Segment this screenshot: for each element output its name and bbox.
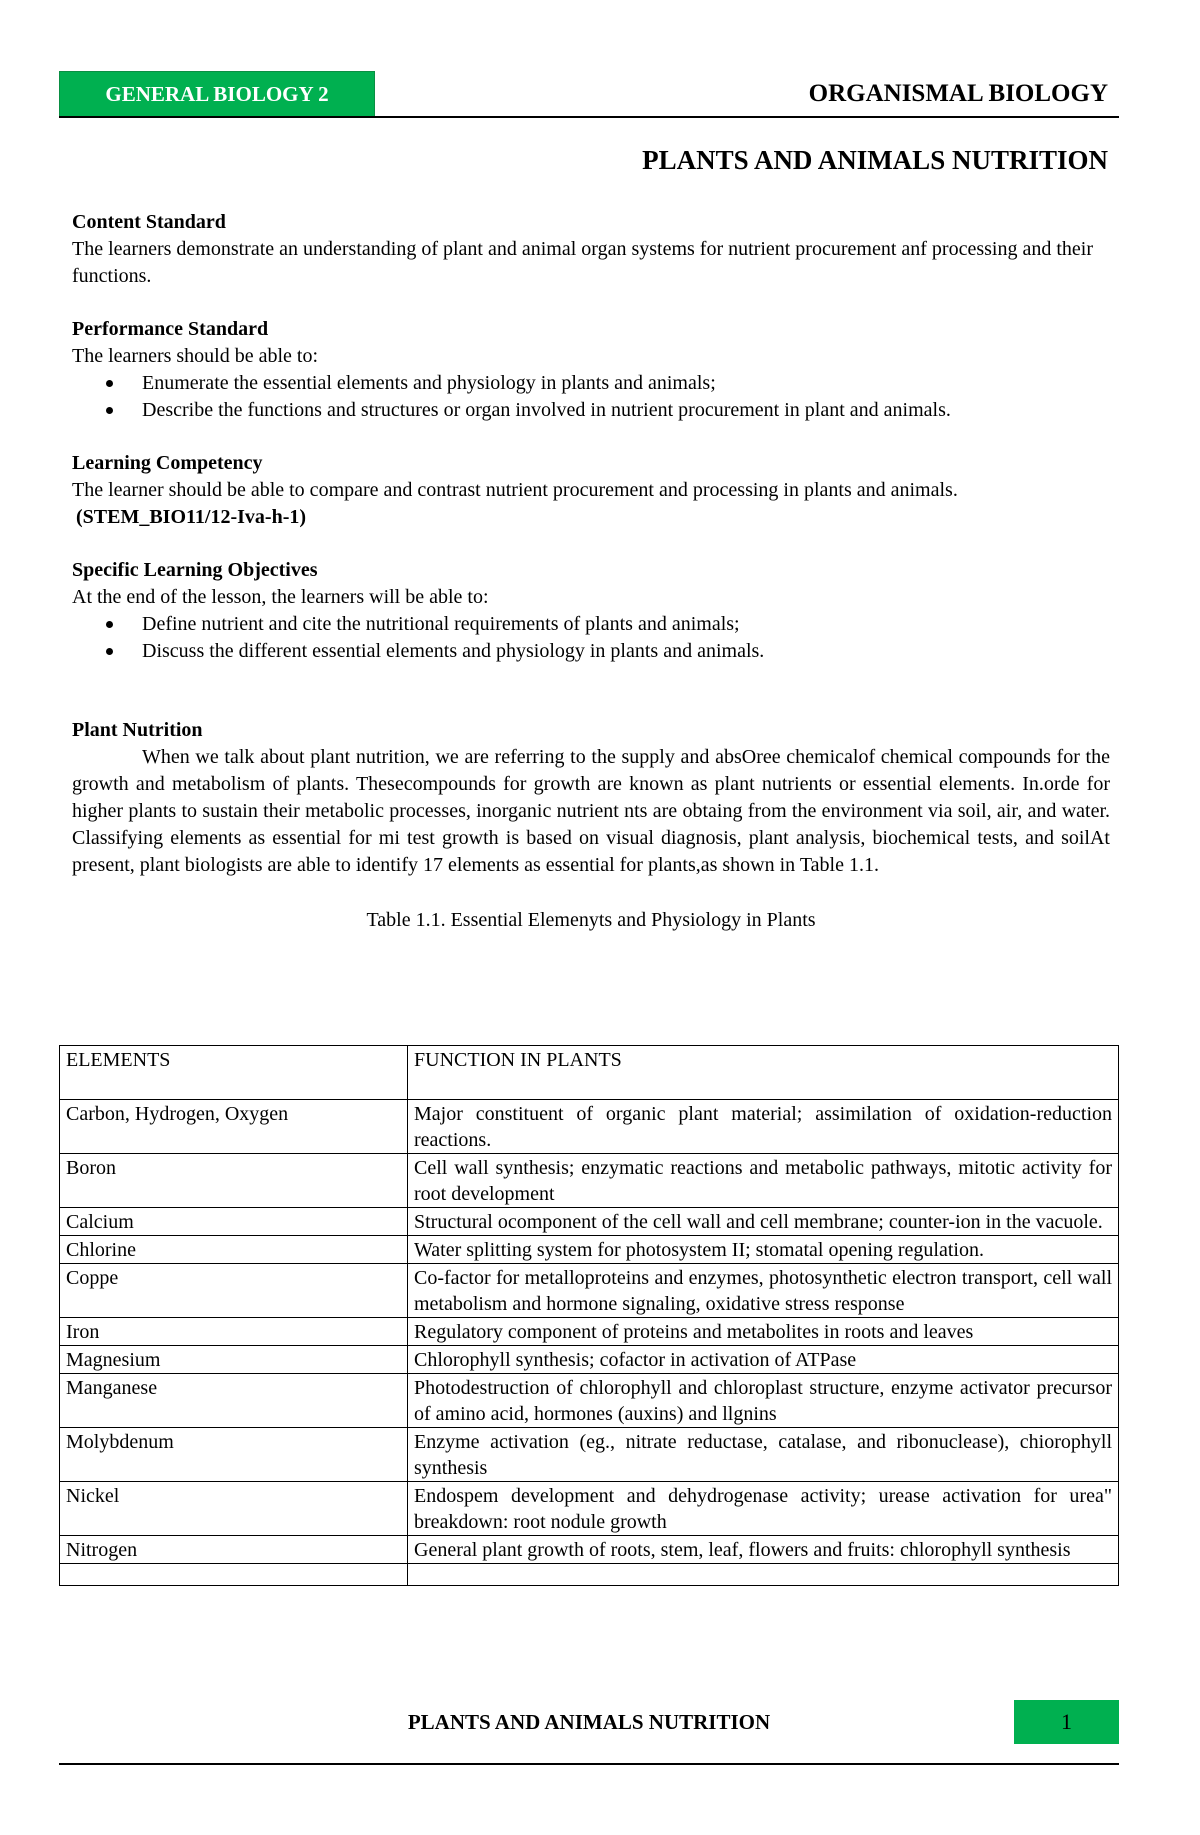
table-row [60, 1154, 1119, 1208]
footer-rule [59, 1763, 1119, 1765]
element-cell: Nitrogen [60, 1536, 408, 1564]
element-cell: Molybdenum [60, 1428, 408, 1482]
function-cell [408, 1564, 1119, 1586]
function-cell: Chlorophyll synthesis; cofactor in activation of ATPase [408, 1346, 1119, 1374]
element-cell: Nickel [60, 1482, 408, 1536]
element-cell: Iron [60, 1318, 408, 1346]
table-row [60, 1428, 1119, 1482]
function-cell: Cell wall synthesis; enzymatic reactions and metabolic pathways, mitotic activity for root development [408, 1154, 1119, 1208]
table-row [60, 1318, 1119, 1346]
learning-competency-text: The learner should be able to compare and contrast nutrient procurement and processing in plants and animals. [72, 479, 958, 501]
element-cell: Coppe [60, 1264, 408, 1318]
element-cell: Boron [60, 1154, 408, 1208]
performance-standard-heading: Performance Standard [72, 318, 269, 340]
document-body [72, 209, 1110, 934]
list-item: Discuss the different essential elements and physiology in plants and animals. [72, 638, 1110, 665]
element-cell: Chlorine [60, 1236, 408, 1264]
document-title: PLANTS AND ANIMALS NUTRITION [642, 145, 1108, 175]
table-row [60, 1100, 1119, 1154]
function-cell: Enzyme activation (eg., nitrate reductase, catalase, and ribonuclease), chiorophyll synthesis [408, 1428, 1119, 1482]
page-number: 1 [1014, 1700, 1119, 1744]
function-cell: Major constituent of organic plant material; assimilation of oxidation-reduction reactions. [408, 1100, 1119, 1154]
function-cell: Regulatory component of proteins and metabolites in roots and leaves [408, 1318, 1119, 1346]
subject-badge: GENERAL BIOLOGY 2 [59, 71, 375, 117]
table-caption: Table 1.1. Essential Elemenyts and Physiology in Plants [366, 909, 816, 931]
function-cell: Photodestruction of chlorophyll and chloroplast structure, enzyme activator precursor of amino acid, hormones (auxins) and llgnins [408, 1374, 1119, 1428]
column-header: ELEMENTS [60, 1046, 408, 1100]
objectives-intro: At the end of the lesson, the learners will be able to: [72, 586, 489, 608]
objectives-list [72, 611, 1110, 665]
table-row [60, 1346, 1119, 1374]
plant-nutrition-heading: Plant Nutrition [72, 719, 203, 741]
footer-title: PLANTS AND ANIMALS NUTRITION [407, 1710, 771, 1734]
element-cell: Manganese [60, 1374, 408, 1428]
table-row [60, 1264, 1119, 1318]
content-standard-heading: Content Standard [72, 211, 226, 233]
list-item: Describe the functions and structures or organ involved in nutrient procurement in plant and animals. [72, 397, 1110, 424]
content-standard-text: The learners demonstrate an understanding of plant and animal organ systems for nutrient procurement anf processing and their functions. [72, 238, 1093, 287]
function-cell: Co-factor for metalloproteins and enzymes, photosynthetic electron transport, cell wall metabolism and hormone signaling, oxidative stress response [408, 1264, 1119, 1318]
table-row [60, 1564, 1119, 1586]
header-rule [59, 116, 1119, 118]
table-row [60, 1374, 1119, 1428]
essential-elements-table [59, 1045, 1119, 1586]
column-header: FUNCTION IN PLANTS [408, 1046, 1119, 1100]
performance-standard-intro: The learners should be able to: [72, 345, 319, 367]
element-cell: Calcium [60, 1208, 408, 1236]
function-cell: Structural ocomponent of the cell wall and cell membrane; counter-ion in the vacuole. [408, 1208, 1119, 1236]
function-cell: Water splitting system for photosystem II; stomatal opening regulation. [408, 1236, 1119, 1264]
table-row [60, 1536, 1119, 1564]
table-row [60, 1236, 1119, 1264]
list-item: Define nutrient and cite the nutritional requirements of plants and animals; [72, 611, 1110, 638]
header-right-title: ORGANISMAL BIOLOGY [808, 80, 1108, 107]
element-cell: Carbon, Hydrogen, Oxygen [60, 1100, 408, 1154]
list-item: Enumerate the essential elements and physiology in plants and animals; [72, 370, 1110, 397]
element-cell [60, 1564, 408, 1586]
function-cell: General plant growth of roots, stem, leaf, flowers and fruits: chlorophyll synthesis [408, 1536, 1119, 1564]
element-cell: Magnesium [60, 1346, 408, 1374]
plant-nutrition-text: When we talk about plant nutrition, we are referring to the supply and absOree chemicalof chemical compounds for the growth and metabolism of plants. Thesecompounds for growth are known as plant nutrients or essential elements. In.orde for higher plants to sustain their metabolic processes, inorganic nutrient nts are obtaing from the environment via soil, air, and water. Classifying elements as essential for mi test growth is based on visual diagnosis, plant analysis, biochemical tests, and soilAt present, plant biologists are able to identify 17 elements as essential for plants,as shown in Table 1.1. [72, 746, 1110, 876]
table-row [60, 1482, 1119, 1536]
function-cell: Endospem development and dehydrogenase activity; urease activation for urea" breakdown: root nodule growth [408, 1482, 1119, 1536]
competency-code: (STEM_BIO11/12-Iva-h-1) [76, 506, 307, 528]
objectives-heading: Specific Learning Objectives [72, 559, 318, 581]
table-row [60, 1208, 1119, 1236]
table-header-row [60, 1046, 1119, 1100]
learning-competency-heading: Learning Competency [72, 452, 263, 474]
performance-standard-list [72, 370, 1110, 424]
